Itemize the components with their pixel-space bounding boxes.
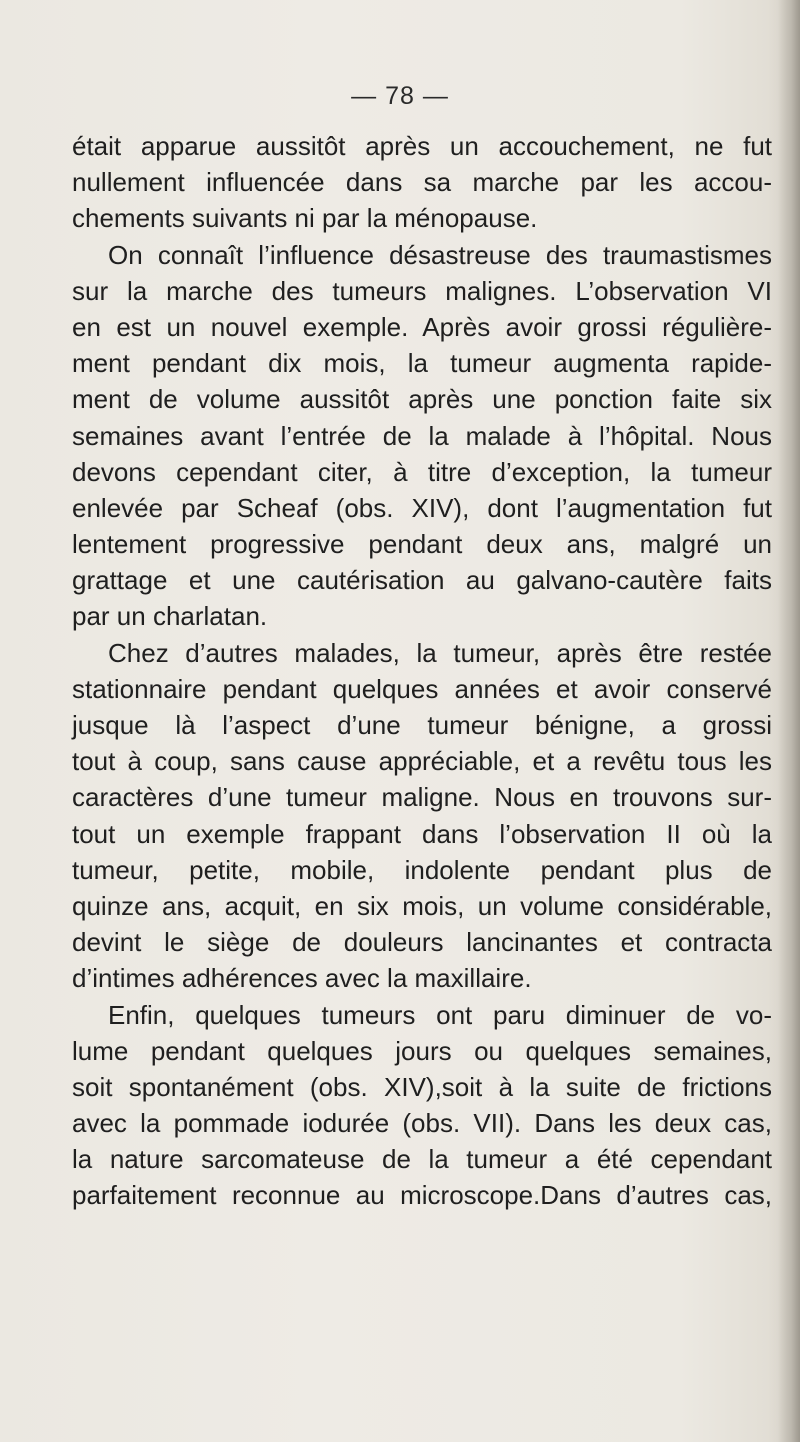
page-edge-shadow xyxy=(778,0,800,1442)
text-line: devons cependant citer, à titre d’exception, la tumeur xyxy=(72,456,772,487)
text-line: jusque là l’aspect d’une tumeur bénigne, a grossi xyxy=(72,710,772,740)
text-line: ment pendant dix mois, la tumeur augmenta rapide- xyxy=(72,348,772,379)
text-line: stationnaire pendant quelques années et avoir conservé xyxy=(72,673,772,704)
text-line: lume pendant quelques jours ou quelques semaines, xyxy=(72,1035,772,1066)
text-line: devint le siège de douleurs lancinantes et contracta xyxy=(72,927,772,958)
text-line: soit spontanément (obs. XIV),soit à la suite de frictions xyxy=(72,1071,772,1102)
text-line: parfaitement reconnue au microscope.Dans d’autres cas, xyxy=(72,1180,772,1211)
text-line: tout un exemple frappant dans l’observation II où la xyxy=(72,818,772,849)
text-line: ment de volume aussitôt après une ponction faite six xyxy=(72,384,772,415)
body-text xyxy=(72,128,772,1214)
page-number: — 78 — xyxy=(351,82,449,110)
text-line: sur la marche des tumeurs malignes. L’observation VI xyxy=(72,275,772,306)
text-line: On connaît l’influence désastreuse des traumastismes xyxy=(108,239,772,270)
text-line: tumeur, petite, mobile, indolente pendant plus de xyxy=(72,854,772,885)
text-line: chements suivants ni par la ménopause. xyxy=(72,203,538,234)
text-line: Enfin, quelques tumeurs ont paru diminuer de vo- xyxy=(108,999,772,1030)
text-line: nullement influencée dans sa marche par les accou- xyxy=(72,167,772,198)
text-line: enlevée par Scheaf (obs. XIV), dont l’augmentation fut xyxy=(72,492,772,523)
text-line: quinze ans, acquit, en six mois, un volume considérable, xyxy=(72,890,772,921)
text-line: Chez d’autres malades, la tumeur, après être restée xyxy=(108,637,772,668)
text-line: en est un nouvel exemple. Après avoir grossi régulière- xyxy=(72,311,772,342)
text-line: d’intimes adhérences avec la maxillaire. xyxy=(72,963,532,994)
text-line: caractères d’une tumeur maligne. Nous en trouvons sur- xyxy=(72,782,772,813)
text-line: tout à coup, sans cause appréciable, et a revêtu tous les xyxy=(72,746,772,777)
text-line: lentement progressive pendant deux ans, malgré un xyxy=(72,529,772,560)
text-line: grattage et une cautérisation au galvano-cautère faits xyxy=(72,565,772,596)
text-line: était apparue aussitôt après un accouchement, ne fut xyxy=(72,131,772,161)
text-line: par un charlatan. xyxy=(72,601,268,632)
text-line: la nature sarcomateuse de la tumeur a été cependant xyxy=(72,1144,772,1175)
text-line: avec la pommade iodurée (obs. VII). Dans les deux cas, xyxy=(72,1108,772,1139)
text-line: semaines avant l’entrée de la malade à l’hôpital. Nous xyxy=(72,420,772,451)
